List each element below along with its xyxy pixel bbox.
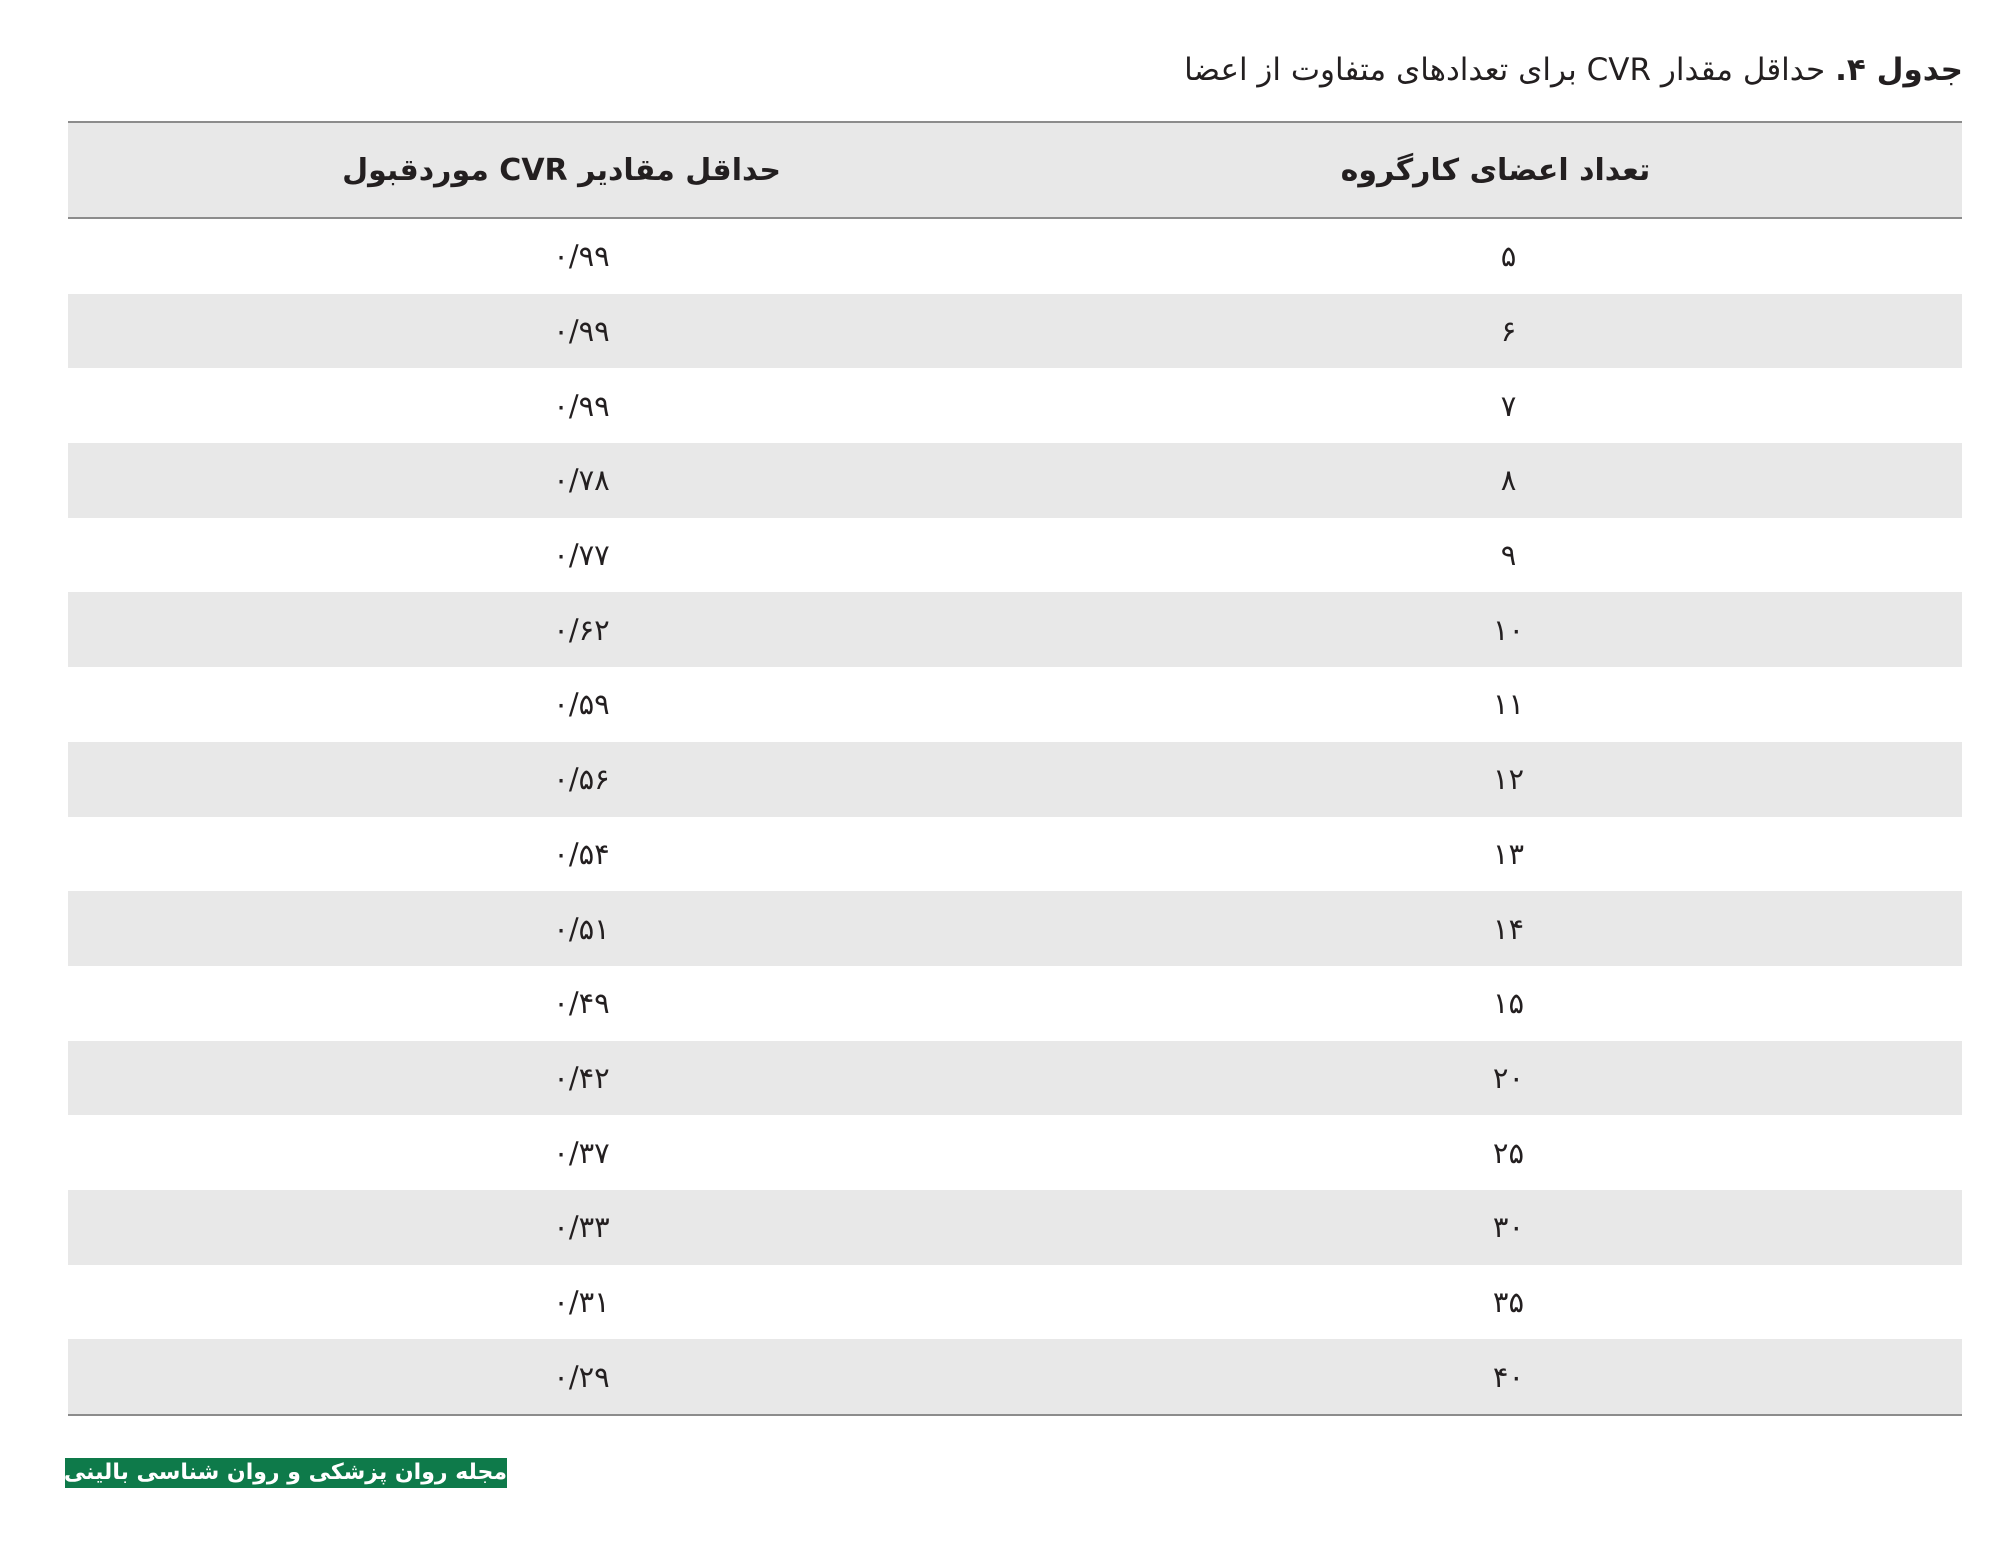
cell-members: ۱۵ <box>1492 986 1525 1021</box>
table-row <box>68 592 1962 667</box>
cell-cvr: ۰/۷۸ <box>553 463 610 498</box>
cell-members: ۸ <box>1500 463 1517 498</box>
table-row <box>68 443 1962 518</box>
table-row <box>68 742 1962 817</box>
cell-members: ۱۰ <box>1492 612 1525 647</box>
cell-cvr: ۰/۳۷ <box>553 1135 610 1170</box>
cell-cvr: ۰/۵۹ <box>553 687 610 722</box>
table-row <box>68 1115 1962 1190</box>
cell-members: ۳۰ <box>1492 1210 1525 1245</box>
table-row <box>68 1190 1962 1265</box>
table-row <box>68 1265 1962 1340</box>
cell-cvr: ۰/۴۲ <box>553 1060 610 1095</box>
cell-members: ۱۴ <box>1492 911 1525 946</box>
table-row <box>68 966 1962 1041</box>
journal-logo-banner: مجله روان پزشکی و روان شناسی بالینی ایران <box>65 1458 507 1488</box>
cell-cvr: ۰/۵۴ <box>553 836 610 871</box>
cvr-table <box>68 121 1962 1416</box>
table-row <box>68 518 1962 593</box>
cell-members: ۱۳ <box>1492 836 1525 871</box>
cell-members: ۶ <box>1500 314 1517 349</box>
table-row <box>68 891 1962 966</box>
cell-members: ۲۰ <box>1492 1060 1525 1095</box>
cell-members: ۴۰ <box>1492 1359 1525 1394</box>
cell-cvr: ۰/۹۹ <box>553 388 610 423</box>
table-header-row <box>68 123 1962 219</box>
table-row <box>68 817 1962 892</box>
table-row <box>68 219 1962 294</box>
cell-cvr: ۰/۵۶ <box>553 762 610 797</box>
table-row <box>68 1041 1962 1116</box>
header-members: تعداد اعضای کارگروه <box>1340 152 1651 188</box>
table-row <box>68 1339 1962 1414</box>
cell-cvr: ۰/۹۹ <box>553 239 610 274</box>
cell-cvr: ۰/۶۲ <box>553 612 610 647</box>
table-row <box>68 294 1962 369</box>
cell-cvr: ۰/۹۹ <box>553 314 610 349</box>
cell-members: ۷ <box>1500 388 1517 423</box>
cell-cvr: ۰/۳۳ <box>553 1210 610 1245</box>
cell-members: ۳۵ <box>1492 1284 1525 1319</box>
cell-members: ۹ <box>1500 538 1517 573</box>
cell-members: ۲۵ <box>1492 1135 1525 1170</box>
cell-members: ۱۲ <box>1492 762 1525 797</box>
cell-members: ۱۱ <box>1492 687 1525 722</box>
cell-cvr: ۰/۵۱ <box>553 911 610 946</box>
cell-cvr: ۰/۳۱ <box>553 1284 610 1319</box>
header-cvr: حداقل مقادیر CVR موردقبول <box>342 152 781 188</box>
table-row <box>68 368 1962 443</box>
cell-cvr: ۰/۷۷ <box>553 538 610 573</box>
caption-label: جدول ۴. <box>1835 52 1963 88</box>
cell-members: ۵ <box>1500 239 1517 274</box>
table-caption <box>68 46 1963 94</box>
caption-text: حداقل مقدار CVR برای تعدادهای متفاوت از اعضا <box>1184 52 1836 88</box>
cell-cvr: ۰/۴۹ <box>553 986 610 1021</box>
cell-cvr: ۰/۲۹ <box>553 1359 610 1394</box>
table-row <box>68 667 1962 742</box>
